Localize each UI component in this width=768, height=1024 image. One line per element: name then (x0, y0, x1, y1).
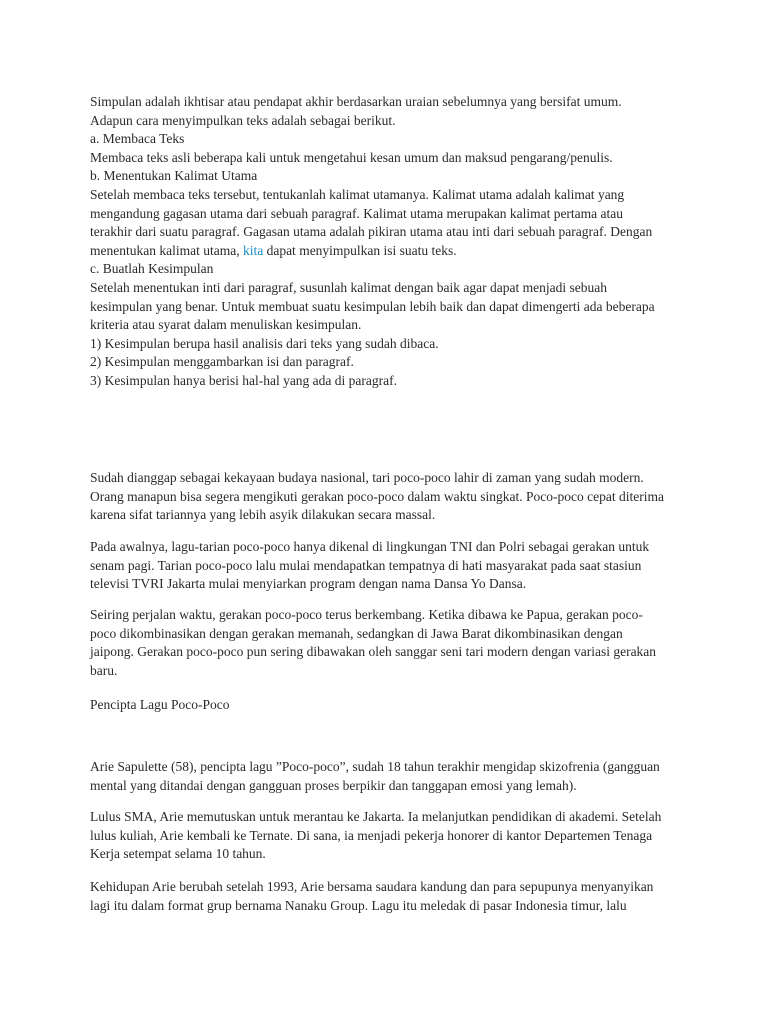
text-line: kriteria atau syarat dalam menuliskan kesimpulan. (90, 317, 362, 333)
text-line: lulus kuliah, Arie kembali ke Ternate. Di sana, ia menjadi pekerja honorer di kantor Departemen Tenaga (90, 827, 653, 843)
text-line: mengandung gagasan utama dari sebuah paragraf. Kalimat utama merupakan kalimat pertama atau (90, 205, 624, 221)
paragraph-arie-sapulette (90, 758, 690, 795)
text-line: mental yang ditandai dengan gangguan proses berpikir dan tanggapan emosi yang lemah). (90, 777, 577, 793)
summary-section (90, 93, 690, 391)
list-heading-c: c. Buatlah Kesimpulan (90, 261, 214, 277)
text-line: Setelah menentukan inti dari paragraf, susunlah kalimat dengan baik agar dapat menjadi sebuah (90, 279, 607, 295)
text-line: lagi itu dalam format grup bernama Nanaku Group. Lagu itu meledak di pasar Indonesia timur, lalu (90, 897, 627, 913)
text-line: karena sifat tariannya yang lebih asyik dilakukan secara massal. (90, 507, 436, 523)
text-line: Membaca teks asli beberapa kali untuk mengetahui kesan umum dan maksud pengarang/penulis. (90, 149, 613, 165)
section-heading (90, 696, 690, 715)
paragraph-poco-poco-development (90, 606, 690, 680)
text-fragment: menentukan kalimat utama, (90, 242, 243, 258)
text-line: Kerja setempat selama 10 tahun. (90, 846, 266, 862)
paragraph-arie-education (90, 808, 690, 864)
text-line: Sudah dianggap sebagai kekayaan budaya nasional, tari poco-poco lahir di zaman yang sudah modern. (90, 470, 644, 485)
text-line: poco dikombinasikan dengan gerakan memanah, sedangkan di Jawa Barat dikombinasikan dengan (90, 625, 623, 641)
list-item: 2) Kesimpulan menggambarkan isi dan paragraf. (90, 354, 354, 370)
text-fragment: dapat menyimpulkan isi suatu teks. (263, 242, 457, 258)
text-line: Seiring perjalan waktu, gerakan poco-poco terus berkembang. Ketika dibawa ke Papua, gerakan poco- (90, 607, 643, 622)
text-line (90, 242, 690, 261)
paragraph-poco-poco-origin (90, 538, 690, 594)
text-line: Lulus SMA, Arie memutuskan untuk merantau ke Jakarta. Ia melanjutkan pendidikan di akademi. Setelah (90, 809, 662, 824)
text-line: Orang manapun bisa segera mengikuti gerakan poco-poco dalam waktu singkat. Poco-poco cepat diterima (90, 488, 664, 504)
list-heading-a: a. Membaca Teks (90, 131, 185, 147)
list-item: 1) Kesimpulan berupa hasil analisis dari teks yang sudah dibaca. (90, 335, 439, 351)
text-line: terakhir dari suatu paragraf. Gagasan utama adalah pikiran utama atau inti dari sebuah paragraf. Dengan (90, 224, 653, 240)
text-line: Simpulan adalah ikhtisar atau pendapat akhir berdasarkan uraian sebelumnya yang bersifat umum. (90, 94, 622, 109)
text-line: senam pagi. Tarian poco-poco lalu mulai mendapatkan tempatnya di hati masyarakat pada saat stasiun (90, 557, 642, 573)
paragraph-arie-life-change (90, 878, 690, 915)
text-line: jaipong. Gerakan poco-poco pun sering dibawakan oleh sanggar seni tari modern dengan variasi gerakan (90, 644, 657, 660)
list-heading-b: b. Menentukan Kalimat Utama (90, 168, 258, 184)
text-line: Pada awalnya, lagu-tarian poco-poco hanya dikenal di lingkungan TNI dan Polri sebagai gerakan untuk (90, 539, 650, 554)
text-line: Adapun cara menyimpulkan teks adalah sebagai berikut. (90, 112, 396, 128)
list-item: 3) Kesimpulan hanya berisi hal-hal yang ada di paragraf. (90, 372, 398, 388)
heading-text: Pencipta Lagu Poco-Poco (90, 697, 230, 712)
text-line: Arie Sapulette (58), pencipta lagu ”Poco-poco”, sudah 18 tahun terakhir mengidap skizofrenia (gangguan (90, 759, 660, 774)
text-line: baru. (90, 662, 118, 678)
text-line: Kehidupan Arie berubah setelah 1993, Arie bersama saudara kandung dan para sepupunya menyanyikan (90, 879, 654, 894)
text-line: Setelah membaca teks tersebut, tentukanlah kalimat utamanya. Kalimat utama adalah kalimat yang (90, 186, 625, 202)
text-line: televisi TVRI Jakarta mulai menyiarkan program dengan nama Dansa Yo Dansa. (90, 576, 527, 592)
paragraph-poco-poco-intro (90, 469, 690, 525)
kita-link[interactable]: kita (242, 242, 264, 258)
text-line: kesimpulan yang benar. Untuk membuat suatu kesimpulan lebih baik dan dapat dimengerti ada beberapa (90, 298, 655, 314)
